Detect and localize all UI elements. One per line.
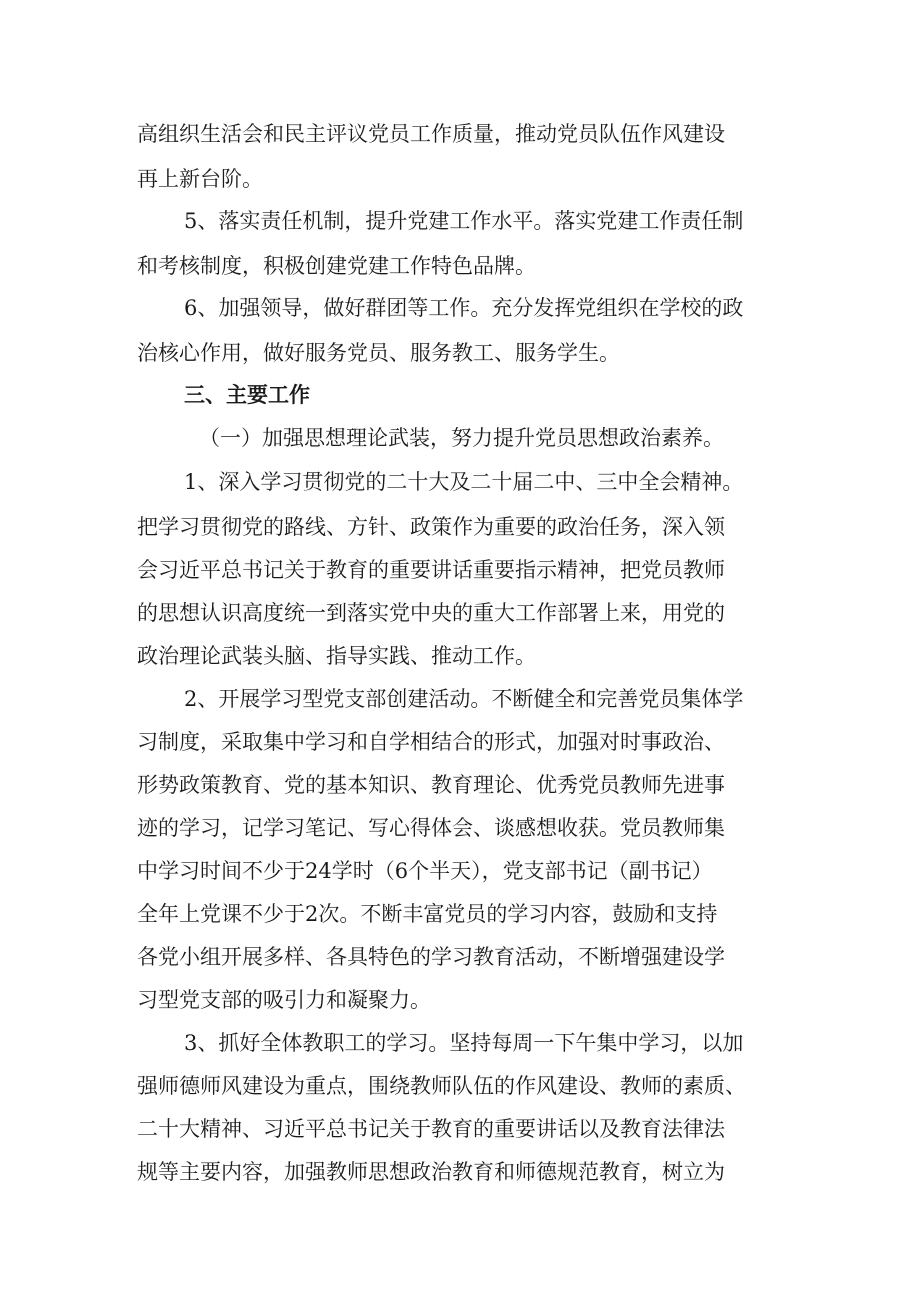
text-line: 强师德师风建设为重点，围绕教师队伍的作风建设、教师的素质、 xyxy=(137,1074,746,1098)
text-line: 5、落实责任机制，提升党建工作水平。落实党建工作责任制 xyxy=(184,209,744,233)
text-line: 政治理论武装头脑、指导实践、推动工作。 xyxy=(137,644,536,668)
text-line: 习制度，采取集中学习和自学相结合的形式，加强对时事政治、 xyxy=(137,730,725,754)
text-line: 二十大精神、习近平总书记关于教育的重要讲话以及教育法律法 xyxy=(137,1117,725,1141)
text-line: 规等主要内容，加强教师思想政治教育和师德规范教育，树立为 xyxy=(137,1160,725,1184)
text-line: 习型党支部的吸引力和凝聚力。 xyxy=(137,988,431,1012)
text-line: 形势政策教育、党的基本知识、教育理论、优秀党员教师先进事 xyxy=(137,773,725,797)
text-line: 中学习时间不少于24学时（6个半天），党支部书记（副书记） xyxy=(137,859,713,883)
text-line: 2、开展学习型党支部创建活动。不断健全和完善党员集体学 xyxy=(184,687,744,711)
text-line: 6、加强领导，做好群团等工作。充分发挥党组织在学校的政 xyxy=(184,296,744,320)
text-line: 1、深入学习贯彻党的二十大及二十届二中、三中全会精神。 xyxy=(184,470,744,494)
text-line: 再上新台阶。 xyxy=(137,167,263,191)
text-line: 的思想认识高度统一到落实党中央的重大工作部署上来，用党的 xyxy=(137,601,725,625)
text-line: 把学习贯彻党的路线、方针、政策作为重要的政治任务，深入领 xyxy=(137,515,725,539)
section-heading: 三、主要工作 xyxy=(184,383,310,407)
text-line: 迹的学习，记学习笔记、写心得体会、谈感想收获。党员教师集 xyxy=(137,816,725,840)
text-line: 治核心作用，做好服务党员、服务教工、服务学生。 xyxy=(137,341,620,365)
text-line: 高组织生活会和民主评议党员工作质量，推动党员队伍作风建设 xyxy=(137,122,725,146)
text-line: 3、抓好全体教职工的学习。坚持每周一下午集中学习，以加 xyxy=(184,1031,744,1055)
text-line: 和考核制度，积极创建党建工作特色品牌。 xyxy=(137,254,536,278)
text-line: 各党小组开展多样、各具特色的学习教育活动，不断增强建设学 xyxy=(137,945,725,969)
text-line: 全年上党课不少于2次。不断丰富党员的学习内容，鼓励和支持 xyxy=(137,902,718,926)
text-line: 会习近平总书记关于教育的重要讲话重要指示精神，把党员教师 xyxy=(137,558,725,582)
subsection-heading: （一）加强思想理论武装，努力提升党员思想政治素养。 xyxy=(199,426,724,450)
